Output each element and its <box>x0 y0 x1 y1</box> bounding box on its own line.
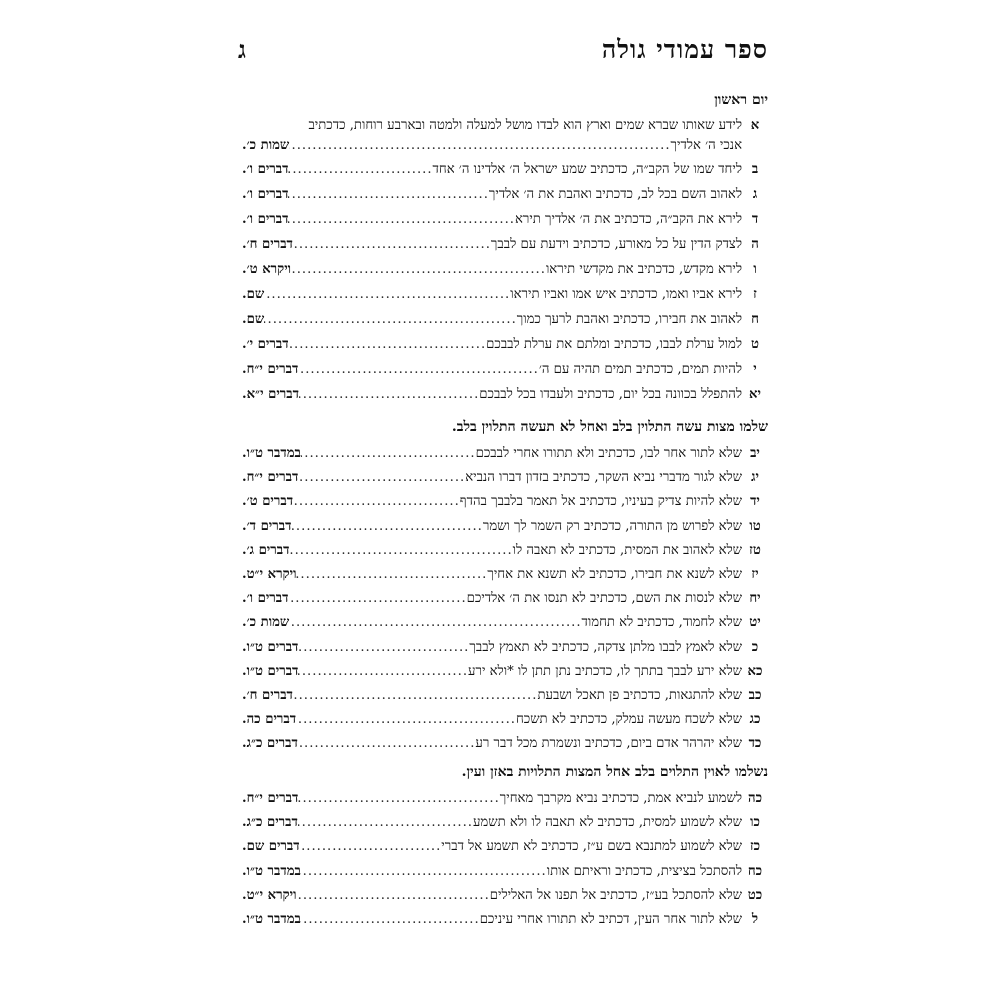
item-number: כט <box>747 887 763 903</box>
leader-dots <box>289 335 487 355</box>
item-text: שלא יהרהר אדם ביום, כדכתיב ונשמרת מכל דבר רע <box>475 736 742 752</box>
item-text: שלא לתור אחר לבו, כדכתיב ולא תתורו אחרי לבבכם <box>475 446 742 461</box>
item-source: דברים כ״ג. <box>242 736 298 752</box>
item-number: ט <box>751 337 759 352</box>
item-number: כה <box>747 791 763 806</box>
item-text: שלא לנסות את השם, כדכתיב לא תנסו את ה׳ אלדיכם <box>466 591 742 607</box>
item-source: דברים ח׳. <box>242 687 293 703</box>
item-source: דברים ט׳. <box>242 494 294 510</box>
item-source: דברים י״ח. <box>242 791 299 806</box>
leader-dots <box>288 210 514 230</box>
item-text: שלא לאהוב את המסית, כדכתיב לא תאבה לו <box>512 542 742 558</box>
list-item <box>238 837 768 861</box>
item-text: שלא לשנא את חבירו, כדכתיב לא תשנא את אחיך <box>487 566 742 582</box>
item-source: דברים שם. <box>242 839 300 855</box>
item-source: דברים כ״ג. <box>242 815 298 831</box>
item-text: לירא את הקב״ה, כדכתיב את ה׳ אלדיך תירא <box>514 212 742 227</box>
item-source: דברים ג׳. <box>242 542 290 558</box>
item-text: לאהוב את חבירו, כדכתיב ואהבת לרעך כמוך <box>516 312 742 327</box>
list-item <box>238 862 768 886</box>
item-text: שלא ירע לבבך בתתך לו, כדכתיב נתן תתן לו *ולא ירע <box>468 663 742 679</box>
item-number: יט <box>749 615 761 631</box>
item-text: שלא לשמוע למסית, כדכתיב לא תאבה לו ולא תשמע <box>472 815 742 831</box>
item-number: יב <box>750 446 760 461</box>
page-number: ג <box>238 35 246 64</box>
leader-dots <box>298 789 499 809</box>
item-number: כא <box>747 663 763 679</box>
list-item <box>238 335 768 360</box>
item-number: כג <box>749 712 761 728</box>
item-text: לצדק הדין על כל מאורע, כדכתיב וידעת עם לבבך <box>490 237 742 252</box>
item-text: שלא לתור אחר העין, דכתיב לא תתורו אחרי עיניכם <box>479 911 742 927</box>
item-number: ו <box>753 262 757 277</box>
leader-dots <box>289 136 670 156</box>
item-number: ז <box>753 287 757 302</box>
page-header <box>238 30 768 70</box>
leader-dots <box>298 360 539 380</box>
list-item <box>238 116 768 160</box>
list-item <box>238 285 768 310</box>
item-text: שלא להתגאות, כדכתיב פן תאכל ושבעת <box>537 687 742 703</box>
section-rows <box>238 444 768 758</box>
section-heading: יום ראשון <box>714 92 768 108</box>
list-item <box>238 541 768 565</box>
item-text: שלא לאמץ לבבו מלתן צדקה, כדכתיב לא תאמץ לבבך <box>469 639 742 655</box>
item-number: ד <box>751 212 759 227</box>
list-item <box>238 468 768 492</box>
leader-dots <box>298 468 465 488</box>
list-item <box>238 185 768 210</box>
item-text: להתפלל בכוונה בכל יום, כדכתיב ולעבדו בכל לבבכם <box>479 387 742 402</box>
section-heading: נשלמו לאוין התלוים בלב אחל המצות התלויות באזן ועין. <box>461 764 768 780</box>
item-text: שלא לשמוע למתנבא בשם ע״ז, כדכתיב לא תשמע אל דברי <box>441 839 742 855</box>
list-item <box>238 734 768 758</box>
item-source: במדבר ט״ו. <box>242 911 301 927</box>
leader-dots <box>300 837 442 857</box>
leader-dots <box>289 541 512 561</box>
list-item <box>238 638 768 662</box>
list-item <box>238 813 768 837</box>
item-text: להסתכל בציצית, כדכתיב וראיתם אותו <box>546 863 742 879</box>
list-item <box>238 613 768 637</box>
item-text-continued: אנכי ה׳ אלדיך <box>670 138 742 153</box>
item-source: במדבר ט״ו. <box>242 863 301 879</box>
item-source: דברים י״א. <box>242 387 299 402</box>
list-item <box>238 235 768 260</box>
item-source: דברים ט״ו. <box>242 639 299 655</box>
item-number: ג <box>752 187 758 202</box>
list-item <box>238 260 768 285</box>
leader-dots <box>301 862 547 882</box>
item-number: יח <box>749 591 761 607</box>
section-rows <box>238 789 768 934</box>
leader-dots <box>291 260 546 280</box>
list-item <box>238 589 768 613</box>
leader-dots <box>288 185 488 205</box>
leader-dots <box>293 492 460 512</box>
item-source: דברים כה. <box>242 712 297 728</box>
item-text: לשמוע לנביא אמת, כדכתיב נביא מקרבך מאחיך <box>499 791 742 806</box>
item-source: דברים י׳. <box>242 337 289 352</box>
leader-dots <box>296 710 516 730</box>
item-number: יג <box>751 470 759 486</box>
item-number: כב <box>748 687 762 703</box>
item-number: כ <box>751 639 759 655</box>
item-source: דברים ו׳. <box>242 212 289 227</box>
list-item <box>238 565 768 589</box>
item-text: לירא מקדש, כדכתיב את מקדשי תיראו <box>545 262 742 277</box>
leader-dots <box>296 886 489 906</box>
leader-dots <box>298 734 476 754</box>
leader-dots <box>264 285 510 305</box>
item-source: שם. <box>242 287 265 302</box>
leader-dots <box>301 910 480 930</box>
list-item <box>238 385 768 410</box>
item-number: יז <box>751 566 759 582</box>
item-number: יא <box>749 387 761 402</box>
item-number: טז <box>749 542 761 558</box>
item-text: לירא אביו ואמו, כדכתיב איש אמו ואביו תיראו <box>510 287 742 302</box>
item-number: טו <box>749 518 761 534</box>
item-source: דברים ו׳. <box>242 591 289 607</box>
list-item <box>238 686 768 710</box>
item-source: ויקרא ט׳. <box>242 262 292 277</box>
item-text: שלא לחמוד, כדכתיב לא תחמוד <box>581 615 742 631</box>
list-item <box>238 662 768 686</box>
leader-dots <box>296 565 487 585</box>
item-number: יד <box>750 494 760 510</box>
item-text: שלא לפרוש מן התורה, כדכתיב רק השמר לך ושמר <box>482 518 742 534</box>
list-item <box>238 444 768 468</box>
leader-dots <box>288 589 466 609</box>
item-source: ויקרא י״ט. <box>242 566 297 582</box>
list-item <box>238 492 768 516</box>
leader-dots <box>298 813 473 833</box>
item-source: שמות כ׳. <box>242 138 290 153</box>
leader-dots <box>293 235 491 255</box>
item-number: כד <box>748 736 762 752</box>
list-item <box>238 310 768 335</box>
item-number: א <box>750 118 760 133</box>
list-item <box>238 360 768 385</box>
item-source: דברים י״ח. <box>242 362 299 377</box>
item-source: במדבר ט״ו. <box>242 446 301 461</box>
list-item <box>238 789 768 813</box>
leader-dots <box>264 310 517 330</box>
list-item <box>238 160 768 185</box>
item-source: דברים ט״ו. <box>242 663 299 679</box>
item-text: ליחד שמו של הקב״ה, כדכתיב שמע ישראל ה׳ אלדינו ה׳ אחד <box>432 162 742 177</box>
list-item <box>238 210 768 235</box>
leader-dots <box>301 444 476 464</box>
item-source: דברים ו׳. <box>242 162 289 177</box>
item-source: דברים ו׳. <box>242 187 289 202</box>
leader-dots <box>293 686 538 706</box>
list-item <box>238 910 768 934</box>
item-text: שלא להסתכל בע״ז, כדכתיב אל תפנו אל האלילים <box>489 887 742 903</box>
item-source: שמות כ׳. <box>242 615 290 631</box>
item-number: כז <box>749 839 761 855</box>
item-number: ה <box>751 237 759 252</box>
leader-dots <box>299 385 479 405</box>
item-text: להיות תמים, כדכתיב תמים תהיה עם ה׳ <box>538 362 742 377</box>
list-item <box>238 710 768 734</box>
item-number: ב <box>751 162 759 177</box>
list-item <box>238 517 768 541</box>
item-source: דברים י״ח. <box>242 470 299 486</box>
item-number: ח <box>751 312 759 327</box>
item-source: דברים ח׳. <box>242 237 293 252</box>
item-text: לאהוב השם בכל לב, כדכתיב ואהבת את ה׳ אלדיך <box>488 187 742 202</box>
item-source: דברים ד׳. <box>242 518 292 534</box>
item-number: ל <box>751 911 759 927</box>
leader-dots <box>298 638 469 658</box>
leader-dots <box>291 517 482 537</box>
item-text: לידע שאותו שברא שמים וארץ הוא לבדו מושל למעלה ולמטה ובארבע רוחות, כדכתיב <box>308 118 742 133</box>
item-text: שלא לשכח מעשה עמלק, כדכתיב לא תשכח <box>515 712 742 728</box>
leader-dots <box>298 662 468 682</box>
section-heading: שלמו מצות עשה התלוין בלב ואחל לא תעשה התלוין בלב. <box>451 419 768 435</box>
item-source: שם. <box>242 312 265 327</box>
item-text: למול ערלת לבבו, כדכתיב ומלתם את ערלת לבבכם <box>486 337 742 352</box>
leader-dots <box>288 160 432 180</box>
list-item <box>238 886 768 910</box>
item-number: כו <box>750 815 760 831</box>
section-rows <box>238 116 768 410</box>
item-source: ויקרא י״ט. <box>242 887 297 903</box>
item-number: כח <box>747 863 763 879</box>
item-text: שלא להיות צדיק בעיניו, כדכתיב אל תאמר בלבבך בהדף <box>459 494 742 510</box>
item-text: שלא לגור מדברי נביא השקר, כדכתיב בזדון דברו הנביא <box>465 470 742 486</box>
book-title: ספר עמודי גולה <box>601 35 768 64</box>
leader-dots <box>289 613 581 633</box>
item-number: י <box>753 362 757 377</box>
